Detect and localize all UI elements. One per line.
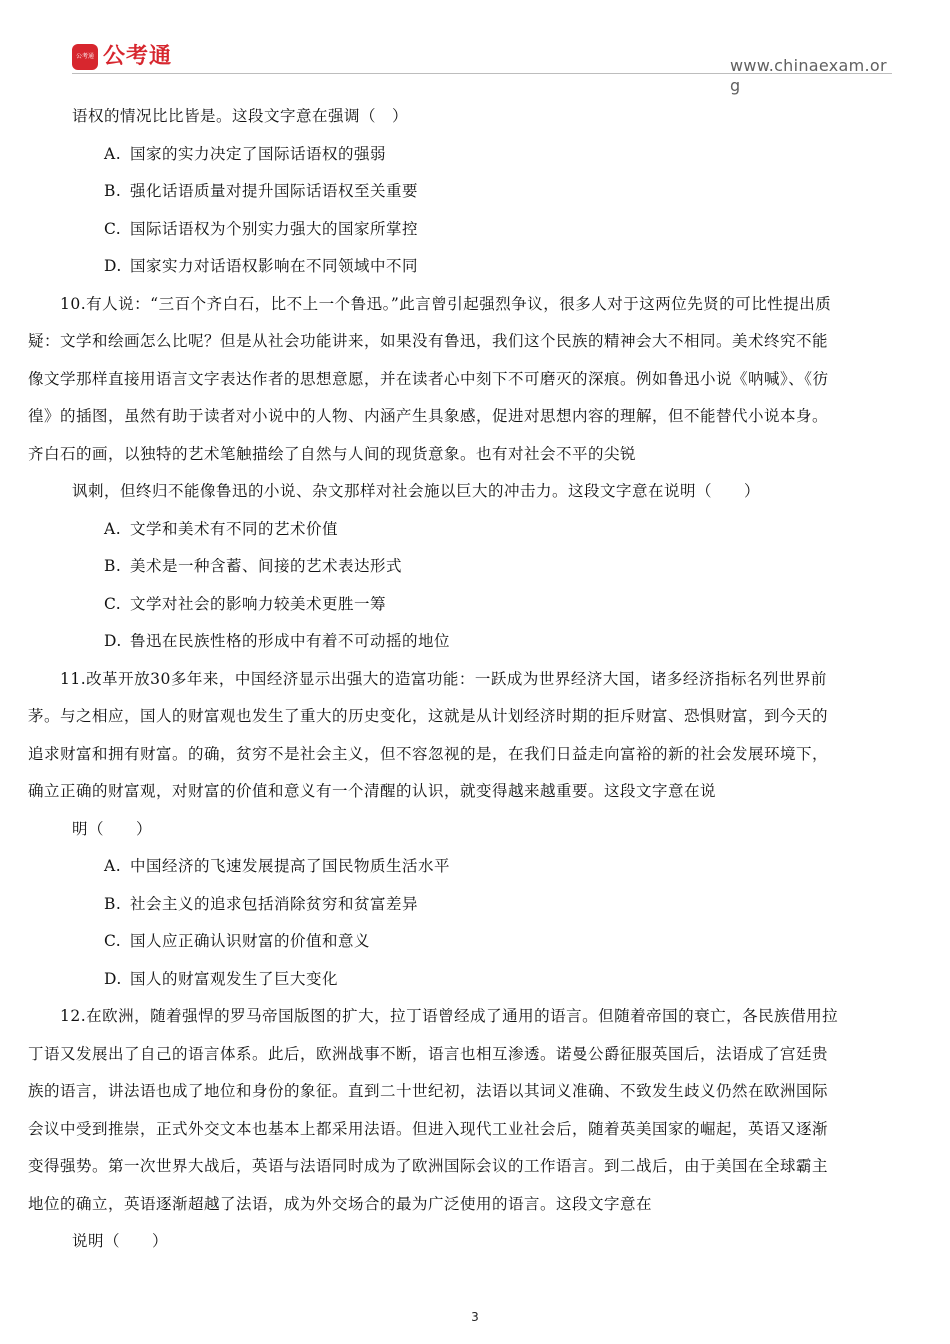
option-text: 文学和美术有不同的艺术价值 bbox=[130, 519, 339, 538]
q12-stem-tail: 说明（ ） bbox=[72, 1232, 169, 1250]
option-text: 国家实力对话语权影响在不同领域中不同 bbox=[130, 257, 419, 275]
option-letter: C. bbox=[104, 594, 122, 613]
q11-option-c bbox=[0, 923, 950, 961]
option-letter: D. bbox=[104, 257, 122, 275]
option-text: 社会主义的追求包括消除贫穷和贫富差异 bbox=[130, 894, 419, 913]
q11-stem: 11.改革开放30多年来，中国经济显示出强大的造富功能：一跃成为世界经济大国，诸多经济指标名列世界前茅。与之相应，国人的财富观也发生了重大的历史变化，这就是从计划经济时期的拒斥财富、恐惧财富，到今天的追求财富和拥有财富。的确，贫穷不是社会主义，但不容忽视的是，在我们日益走向富裕的新的社会发展环境下，确立正确的财富观，对财富的价值和意义有一个清醒的认识，就变得越来越重要。这段文字意在说 bbox=[28, 669, 829, 800]
q10-option-d bbox=[0, 623, 950, 661]
option-letter: B. bbox=[104, 894, 122, 913]
q11-option-a bbox=[0, 848, 950, 886]
option-letter: B. bbox=[104, 182, 122, 200]
q11-stem-tail: 明（ ） bbox=[72, 819, 153, 838]
option-letter: C. bbox=[104, 932, 122, 950]
brand-logo-icon: 公考通 bbox=[72, 44, 98, 70]
q9-option-b bbox=[0, 173, 950, 211]
q9-option-d bbox=[0, 248, 950, 286]
page-number: 3 bbox=[471, 1310, 479, 1324]
page-header bbox=[72, 42, 892, 95]
q11-option-d bbox=[0, 961, 950, 999]
website-url[interactable]: www.chinaexam.org bbox=[730, 56, 887, 95]
option-text: 强化话语质量对提升国际话语权至关重要 bbox=[130, 182, 419, 200]
document-body bbox=[0, 98, 950, 1261]
option-text: 国人的财富观发生了巨大变化 bbox=[130, 969, 339, 988]
option-text: 鲁迅在民族性格的形成中有着不可动摇的地位 bbox=[130, 632, 451, 650]
option-text: 中国经济的飞速发展提高了国民物质生活水平 bbox=[130, 857, 451, 875]
q12-stem: 12.在欧洲，随着强悍的罗马帝国版图的扩大，拉丁语曾经成了通用的语言。但随着帝国的衰亡，各民族借用拉丁语又发展出了自己的语言体系。此后，欧洲战事不断，语言也相互渗透。诺曼公爵征服英国后，法语成了宫廷贵族的语言，讲法语也成了地位和身份的象征。直到二十世纪初，法语以其词义准确、不致发生歧义仍然在欧洲国际会议中受到推崇，正式外交文本也基本上都采用法语。但进入现代工业社会后，随着英美国家的崛起，英语又逐渐变得强势。第一次世界大战后，英语与法语同时成为了欧洲国际会议的工作语言。到二战后，由于美国在全球霸主地位的确立，英语逐渐超越了法语，成为外交场合的最为广泛使用的语言。这段文字意在 bbox=[28, 1007, 839, 1213]
q10-option-b bbox=[0, 548, 950, 586]
q9-option-c bbox=[0, 211, 950, 249]
option-letter: A. bbox=[104, 144, 122, 163]
brand-name: 公考通 bbox=[103, 44, 173, 69]
option-letter: D. bbox=[104, 969, 122, 988]
option-letter: D. bbox=[104, 632, 122, 650]
q9-stem-tail: 语权的情况比比皆是。这段文字意在强调（ ） bbox=[72, 107, 409, 125]
option-letter: A. bbox=[104, 857, 122, 875]
q10-option-c bbox=[0, 586, 950, 624]
option-letter: C. bbox=[104, 219, 122, 238]
option-text: 国人应正确认识财富的价值和意义 bbox=[130, 932, 371, 950]
q10-stem: 10.有人说：“三百个齐白石，比不上一个鲁迅。”此言曾引起强烈争议，很多人对于这两位先贤的可比性提出质疑：文学和绘画怎么比呢？但是从社会功能讲来，如果没有鲁迅，我们这个民族的精神会大不相同。美术终究不能像文学那样直接用语言文字表达作者的思想意愿，并在读者心中刻下不可磨灭的深痕。例如鲁迅小说《呐喊》、《彷徨》的插图，虽然有助于读者对小说中的人物、内涵产生具象感，促进对思想内容的理解，但不能替代小说本身。齐白石的画，以独特的艺术笔触描绘了自然与人间的现货意象。也有对社会不平的尖锐 bbox=[28, 294, 832, 463]
q9-option-a bbox=[0, 136, 950, 174]
option-letter: A. bbox=[104, 519, 122, 538]
q10-option-a bbox=[0, 511, 950, 549]
option-text: 国家的实力决定了国际话语权的强弱 bbox=[130, 144, 387, 163]
q11-option-b bbox=[0, 886, 950, 924]
option-text: 美术是一种含蓄、间接的艺术表达形式 bbox=[130, 557, 403, 575]
option-text: 文学对社会的影响力较美术更胜一筹 bbox=[130, 594, 387, 613]
option-letter: B. bbox=[104, 557, 122, 575]
option-text: 国际话语权为个别实力强大的国家所掌控 bbox=[130, 219, 419, 238]
q10-stem-tail: 讽刺，但终归不能像鲁迅的小说、杂文那样对社会施以巨大的冲击力。这段文字意在说明（ ） bbox=[72, 482, 761, 500]
